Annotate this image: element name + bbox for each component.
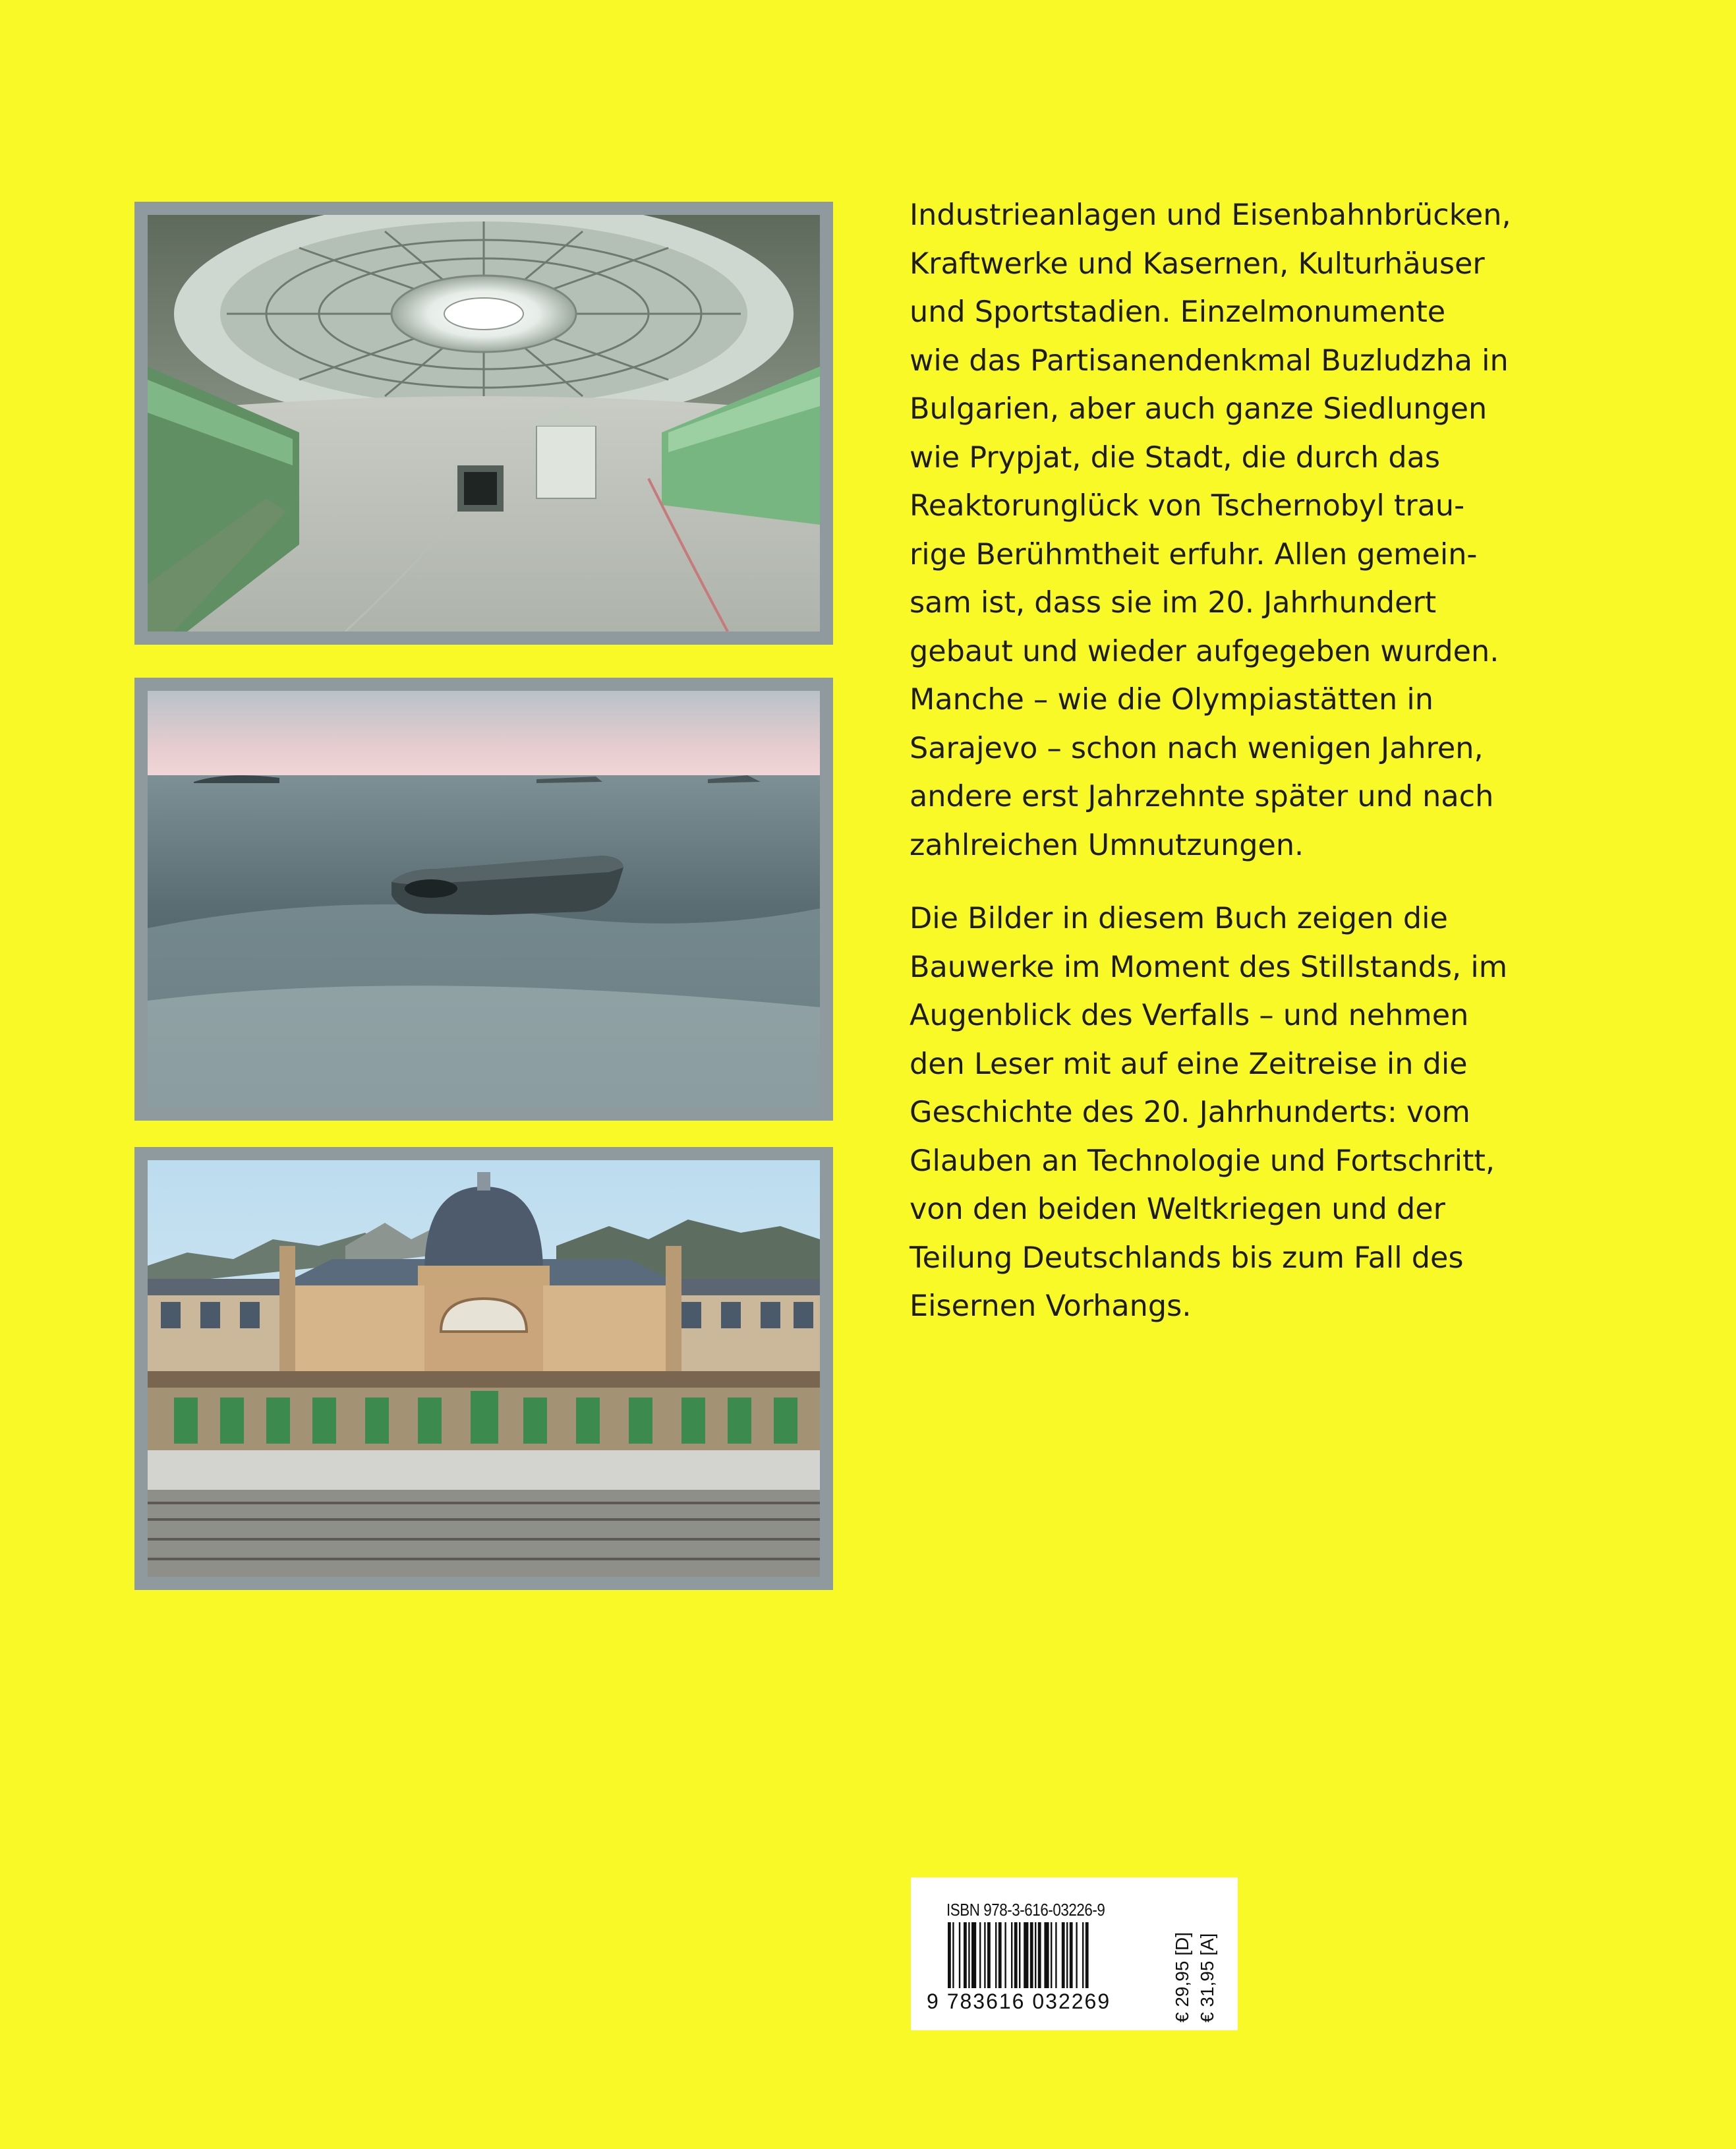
text-line: gebaut und wieder aufgegeben wurden. [910,634,1499,668]
barcode-bar [1038,1922,1041,1988]
barcode-bar [1085,1922,1089,1988]
barcode-bar [1066,1922,1068,1988]
price-germany: € 29,95 [D] [1172,1932,1192,2022]
text-line: Industrieanlagen und Eisenbahnbrücken, [910,198,1511,232]
barcode-bar [1062,1922,1065,1988]
barcode-bar [968,1922,969,1988]
paragraph-2 [910,895,1608,1331]
text-line: Die Bilder in diesem Buch zeigen die [910,902,1448,935]
text-line: Geschichte des 20. Jahrhunderts: vom [910,1096,1470,1129]
barcode-bar [1030,1922,1033,1988]
text-line: von den beiden Weltkriegen und der [910,1192,1445,1226]
control-room-image [148,215,820,632]
barcode-bar [959,1922,960,1988]
barcode-bar [998,1922,1002,1988]
text-line: andere erst Jahrzehnte später und nach [910,780,1494,813]
text-line: Manche – wie die Olympiastätten in [910,683,1433,717]
photo-train-station [134,1147,833,1590]
text-line: Reaktorunglück von Tschernobyl trau- [910,489,1465,523]
ean-digits: 9 783616 032269 [927,1989,1111,2013]
paragraph-1 [910,191,1608,869]
isbn-barcode-box [911,1877,1238,2030]
photo-control-room [134,202,833,645]
text-line: zahlreichen Umnutzungen. [910,828,1304,862]
barcode-bar [1070,1922,1073,1988]
sea-ruin-image [148,691,820,1107]
barcode-bar [1076,1922,1077,1988]
isbn-label: ISBN 978-3-616-03226-9 [946,1900,1105,1920]
barcode-bars [946,1922,1155,1988]
barcode-bar [1011,1922,1012,1988]
barcode-bar [987,1922,991,1988]
barcode-bar [952,1922,954,1988]
price-austria: € 31,95 [A] [1197,1933,1217,2022]
text-line: wie Prypjat, die Stadt, die durch das [910,440,1441,475]
barcode-bar [984,1922,985,1988]
barcode-bar [1004,1922,1006,1988]
text-line: Bauwerke im Moment des Stillstands, im [910,950,1508,984]
text-line: Eisernen Vorhangs. [910,1289,1192,1323]
barcode-bar [979,1922,981,1988]
barcode-bar [1035,1922,1036,1988]
text-line: Augenblick des Verfalls – und nehmen [910,999,1469,1032]
back-cover-text [910,191,1608,1356]
train-station-image [148,1160,820,1577]
barcode-bar [964,1922,967,1988]
price-block [1168,1897,1227,2022]
barcode-bar [1014,1922,1018,1988]
text-line: Sarajevo – schon nach wenigen Jahren, [910,731,1484,765]
text-line: rige Berühmtheit erfuhr. Allen gemein- [910,537,1478,572]
barcode-bar [995,1922,997,1988]
text-line: wie das Partisanendenkmal Buzludzha in [910,343,1509,378]
text-line: Teilung Deutschlands bis zum Fall des [910,1241,1464,1275]
text-line: Glauben an Technologie und Fortschritt, [910,1144,1495,1178]
barcode-bar [948,1922,951,1988]
barcode-bar [1019,1922,1020,1988]
text-line: sam ist, dass sie im 20. Jahrhundert [910,586,1437,620]
text-line: Kraftwerke und Kasernen, Kulturhäuser [910,247,1485,281]
barcode-bar [1055,1922,1056,1988]
barcode-bar [1051,1922,1052,1988]
barcode-bar [1024,1922,1028,1988]
text-line: Bulgarien, aber auch ganze Siedlungen [910,392,1488,426]
photo-sea-ruin [134,678,833,1121]
text-line: und Sportstadien. Einzelmonumente [910,295,1446,329]
barcode-bar [971,1922,976,1988]
barcode-bar [1044,1922,1049,1988]
text-line: den Leser mit auf eine Zeitreise in die [910,1047,1468,1081]
barcode-bar [1082,1922,1084,1988]
